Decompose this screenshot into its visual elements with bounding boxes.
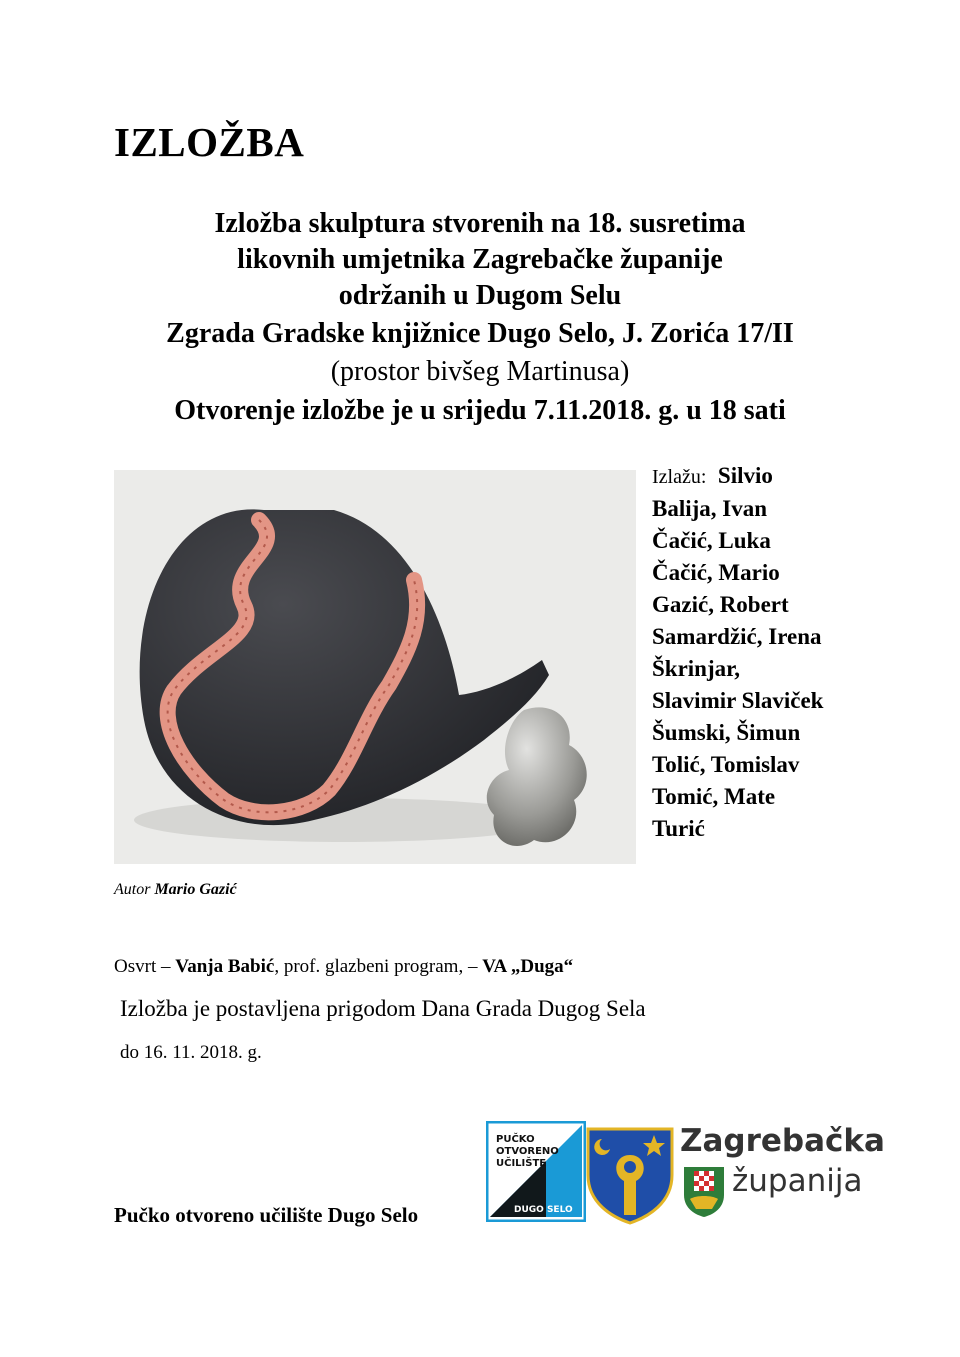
exhibitor-line: Slavimir Slaviček: [652, 688, 824, 713]
pou-bottom: DUGO SELO: [514, 1205, 573, 1215]
organizer-name: Pučko otvoreno učilište Dugo Selo: [114, 1203, 419, 1227]
end-date-note: do 16. 11. 2018. g.: [120, 1042, 262, 1063]
exhibitor-line: Šumski, Šimun: [652, 720, 801, 745]
zupanija-wordmark: županija: [732, 1163, 863, 1199]
venue-line: Zgrada Gradske knjižnice Dugo Selo, J. Zorića 17/II: [166, 318, 794, 349]
exhibitor-line: Čačić, Luka: [652, 528, 771, 553]
exhibitor-line: Balija, Ivan: [652, 496, 768, 521]
pou-line1: PUČKO: [496, 1134, 535, 1145]
sculpture-vase-image: [114, 470, 636, 864]
opening-line: Otvorenje izložbe je u srijedu 7.11.2018. g. u 18 sati: [174, 395, 786, 426]
pou-line2: OTVORENO: [496, 1146, 559, 1157]
exhibitor-line: Škrinjar,: [652, 656, 740, 681]
exhibitors-list: [652, 460, 872, 845]
review-middle: , prof. glazbeni program, –: [274, 956, 478, 977]
pou-line3: UČILIŠTE: [496, 1158, 547, 1169]
pou-logo: [486, 1121, 586, 1222]
subtitle-line-3: održanih u Dugom Selu: [338, 280, 622, 311]
sculpture-photo: [114, 470, 636, 864]
exhibitor-line: Čačić, Mario: [652, 560, 780, 585]
review-line: [114, 956, 573, 978]
exhibitor-line: Tolić, Tomislav: [652, 752, 800, 777]
review-org: VA „Duga“: [482, 956, 574, 977]
exhibitor-line: Turić: [652, 816, 705, 841]
photo-caption: [114, 881, 237, 899]
zagreb-county-shield: [682, 1165, 726, 1219]
review-prefix: Osvrt –: [114, 956, 171, 977]
exhibitor-name: Silvio: [717, 463, 773, 488]
exhibitor-line: Samardžić, Irena: [652, 624, 822, 649]
dugo-selo-coat-of-arms: [584, 1125, 676, 1225]
exhibitor-line: Tomić, Mate: [652, 784, 776, 809]
page-title: IZLOŽBA: [114, 119, 305, 165]
caption-author: Mario Gazić: [154, 881, 237, 898]
exhibitors-lead: Izlažu:: [652, 466, 707, 488]
subtitle-line-2: likovnih umjetnika Zagrebačke županije: [237, 244, 723, 275]
venue-note: (prostor bivšeg Martinusa): [330, 356, 630, 387]
review-name: Vanja Babić: [175, 956, 275, 977]
exhibitor-line: Gazić, Robert: [652, 592, 789, 617]
subtitle-line-1: Izložba skulptura stvorenih na 18. susretima: [214, 208, 746, 239]
exhibitor-line: [652, 460, 872, 493]
zagrebacka-wordmark: Zagrebačka: [680, 1123, 885, 1159]
occasion-note: Izložba je postavljena prigodom Dana Grada Dugog Sela: [120, 996, 646, 1021]
caption-prefix: Autor: [114, 881, 151, 898]
